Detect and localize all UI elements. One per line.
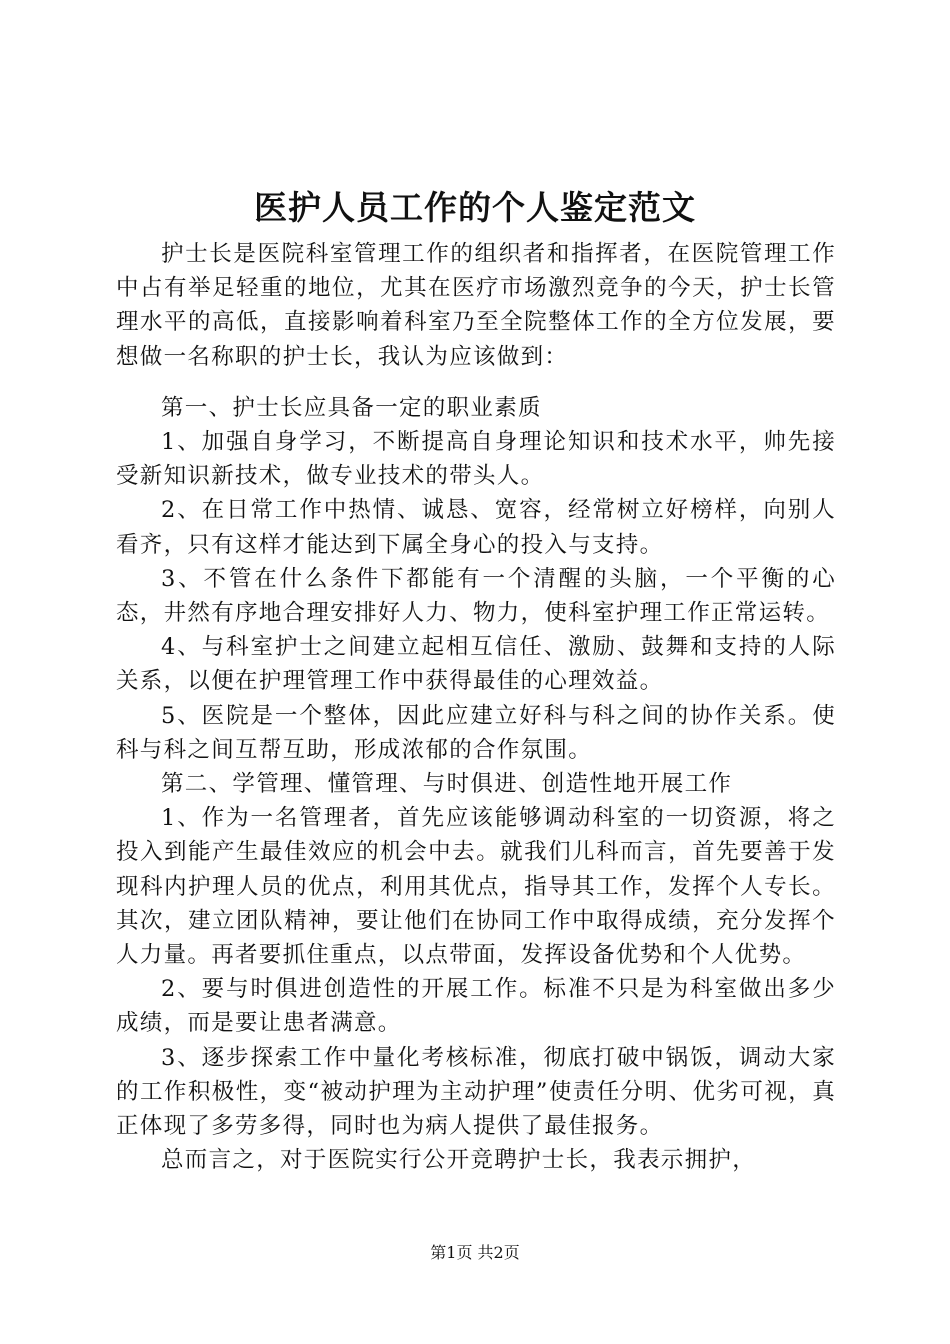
paragraph-item: 5、医院是一个整体，因此应建立好科与科之间的协作关系。使科与科之间互帮互助，形成浓郁的合作氛围。 — [116, 702, 836, 763]
page-number-footer: 第1页 共2页 — [430, 1243, 520, 1262]
paragraph-item: 3、逐步探索工作中量化考核标准，彻底打破中锅饭，调动大家的工作积极性，变“被动护理为主动护理”使责任分明、优劣可视，真正体现了多劳多得，同时也为病人提供了最佳报务。 — [116, 1044, 836, 1140]
section-heading-2: 第二、学管理、懂管理、与时俱进、创造性地开展工作 — [161, 771, 733, 798]
document-title: 医护人员工作的个人鉴定范文 — [254, 188, 696, 227]
document-body — [116, 237, 836, 1177]
paragraph-item: 1、加强自身学习，不断提高自身理论知识和技术水平，帅先接受新知识新技术，做专业技术的带头人。 — [116, 429, 836, 490]
paragraph-intro: 护士长是医院科室管理工作的组织者和指挥者，在医院管理工作中占有举足轻重的地位，尤其在医疗市场激烈竞争的今天，护士长管理水平的高低，直接影响着科室乃至全院整体工作的全方位发展，要想做一名称职的护士长，我认为应该做到： — [116, 241, 836, 370]
paragraph-item: 2、要与时俱进创造性的开展工作。标准不只是为科室做出多少成绩，而是要让患者满意。 — [116, 976, 836, 1037]
paragraph-conclusion: 总而言之，对于医院实行公开竞聘护士长，我表示拥护， — [161, 1147, 757, 1174]
paragraph-item: 2、在日常工作中热情、诚恳、宽容，经常树立好榜样，向别人看齐，只有这样才能达到下属全身心的投入与支持。 — [116, 497, 836, 558]
paragraph-item: 3、不管在什么条件下都能有一个清醒的头脑，一个平衡的心态，井然有序地合理安排好人力、物力，使科室护理工作正常运转。 — [116, 565, 836, 627]
section-heading-1: 第一、护士长应具备一定的职业素质 — [161, 394, 542, 421]
paragraph-item: 4、与科室护士之间建立起相互信任、激励、鼓舞和支持的人际关系，以便在护理管理工作中获得最佳的心理效益。 — [116, 634, 836, 695]
paragraph-item: 1、作为一名管理者，首先应该能够调动科室的一切资源，将之投入到能产生最佳效应的机会中去。就我们儿科而言，首先要善于发现科内护理人员的优点，利用其优点，指导其工作，发挥个人专长。其次，建立团队精神，要让他们在协同工作中取得成绩，充分发挥个人力量。再者要抓住重点，以点带面，发挥设备优势和个人优势。 — [116, 805, 836, 969]
